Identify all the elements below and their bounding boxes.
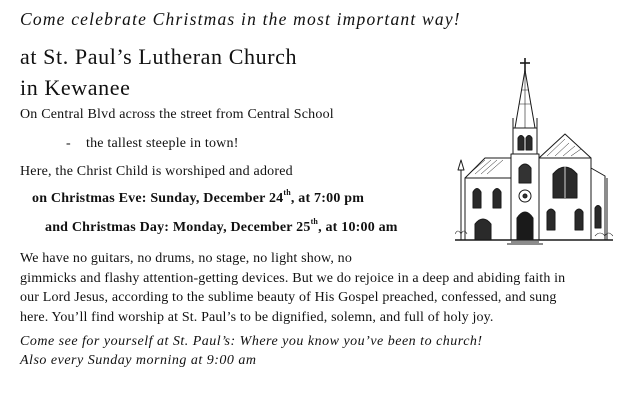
church-illustration-icon	[455, 58, 613, 245]
day-time: , at 10:00 am	[318, 220, 398, 235]
church-town: in Kewanee	[20, 75, 131, 100]
eve-date: on Christmas Eve: Sunday, December 24	[32, 191, 284, 206]
location-line: On Central Blvd across the street from Central School	[20, 107, 334, 122]
eve-time: , at 7:00 pm	[290, 191, 365, 206]
sunday-service-note: Also every Sunday morning at 9:00 am	[20, 353, 257, 368]
eve-ordinal: th	[283, 188, 291, 198]
paragraph-line: We have no guitars, no drums, no stage, no light show, no	[20, 251, 352, 266]
steeple-note	[66, 136, 239, 152]
closing-invitation: Come see for yourself at St. Paul’s: Where you know you’ve been to church!	[20, 334, 483, 349]
dash-bullet: -	[66, 136, 71, 151]
christmas-day-service	[45, 217, 398, 236]
worship-intro: Here, the Christ Child is worshiped and adored	[20, 164, 293, 179]
tagline: Come celebrate Christmas in the most important way!	[20, 9, 461, 29]
day-date: and Christmas Day: Monday, December 25	[45, 220, 311, 235]
paragraph-line: our Lord Jesus, according to the sublime beauty of His Gospel preached, confessed, and sung	[20, 290, 557, 305]
paragraph-line: here. You’ll find worship at St. Paul’s to be dignified, solemn, and full of holy joy.	[20, 309, 494, 325]
day-ordinal: th	[310, 217, 319, 227]
steeple-note-text: the tallest steeple in town!	[86, 136, 239, 151]
description-paragraph	[20, 249, 635, 327]
christmas-eve-service	[32, 188, 365, 207]
paragraph-line: gimmicks and flashy attention-getting devices. But we do rejoice in a deep and abiding faith in	[20, 270, 566, 286]
church-name: at St. Paul’s Lutheran Church	[20, 44, 298, 69]
